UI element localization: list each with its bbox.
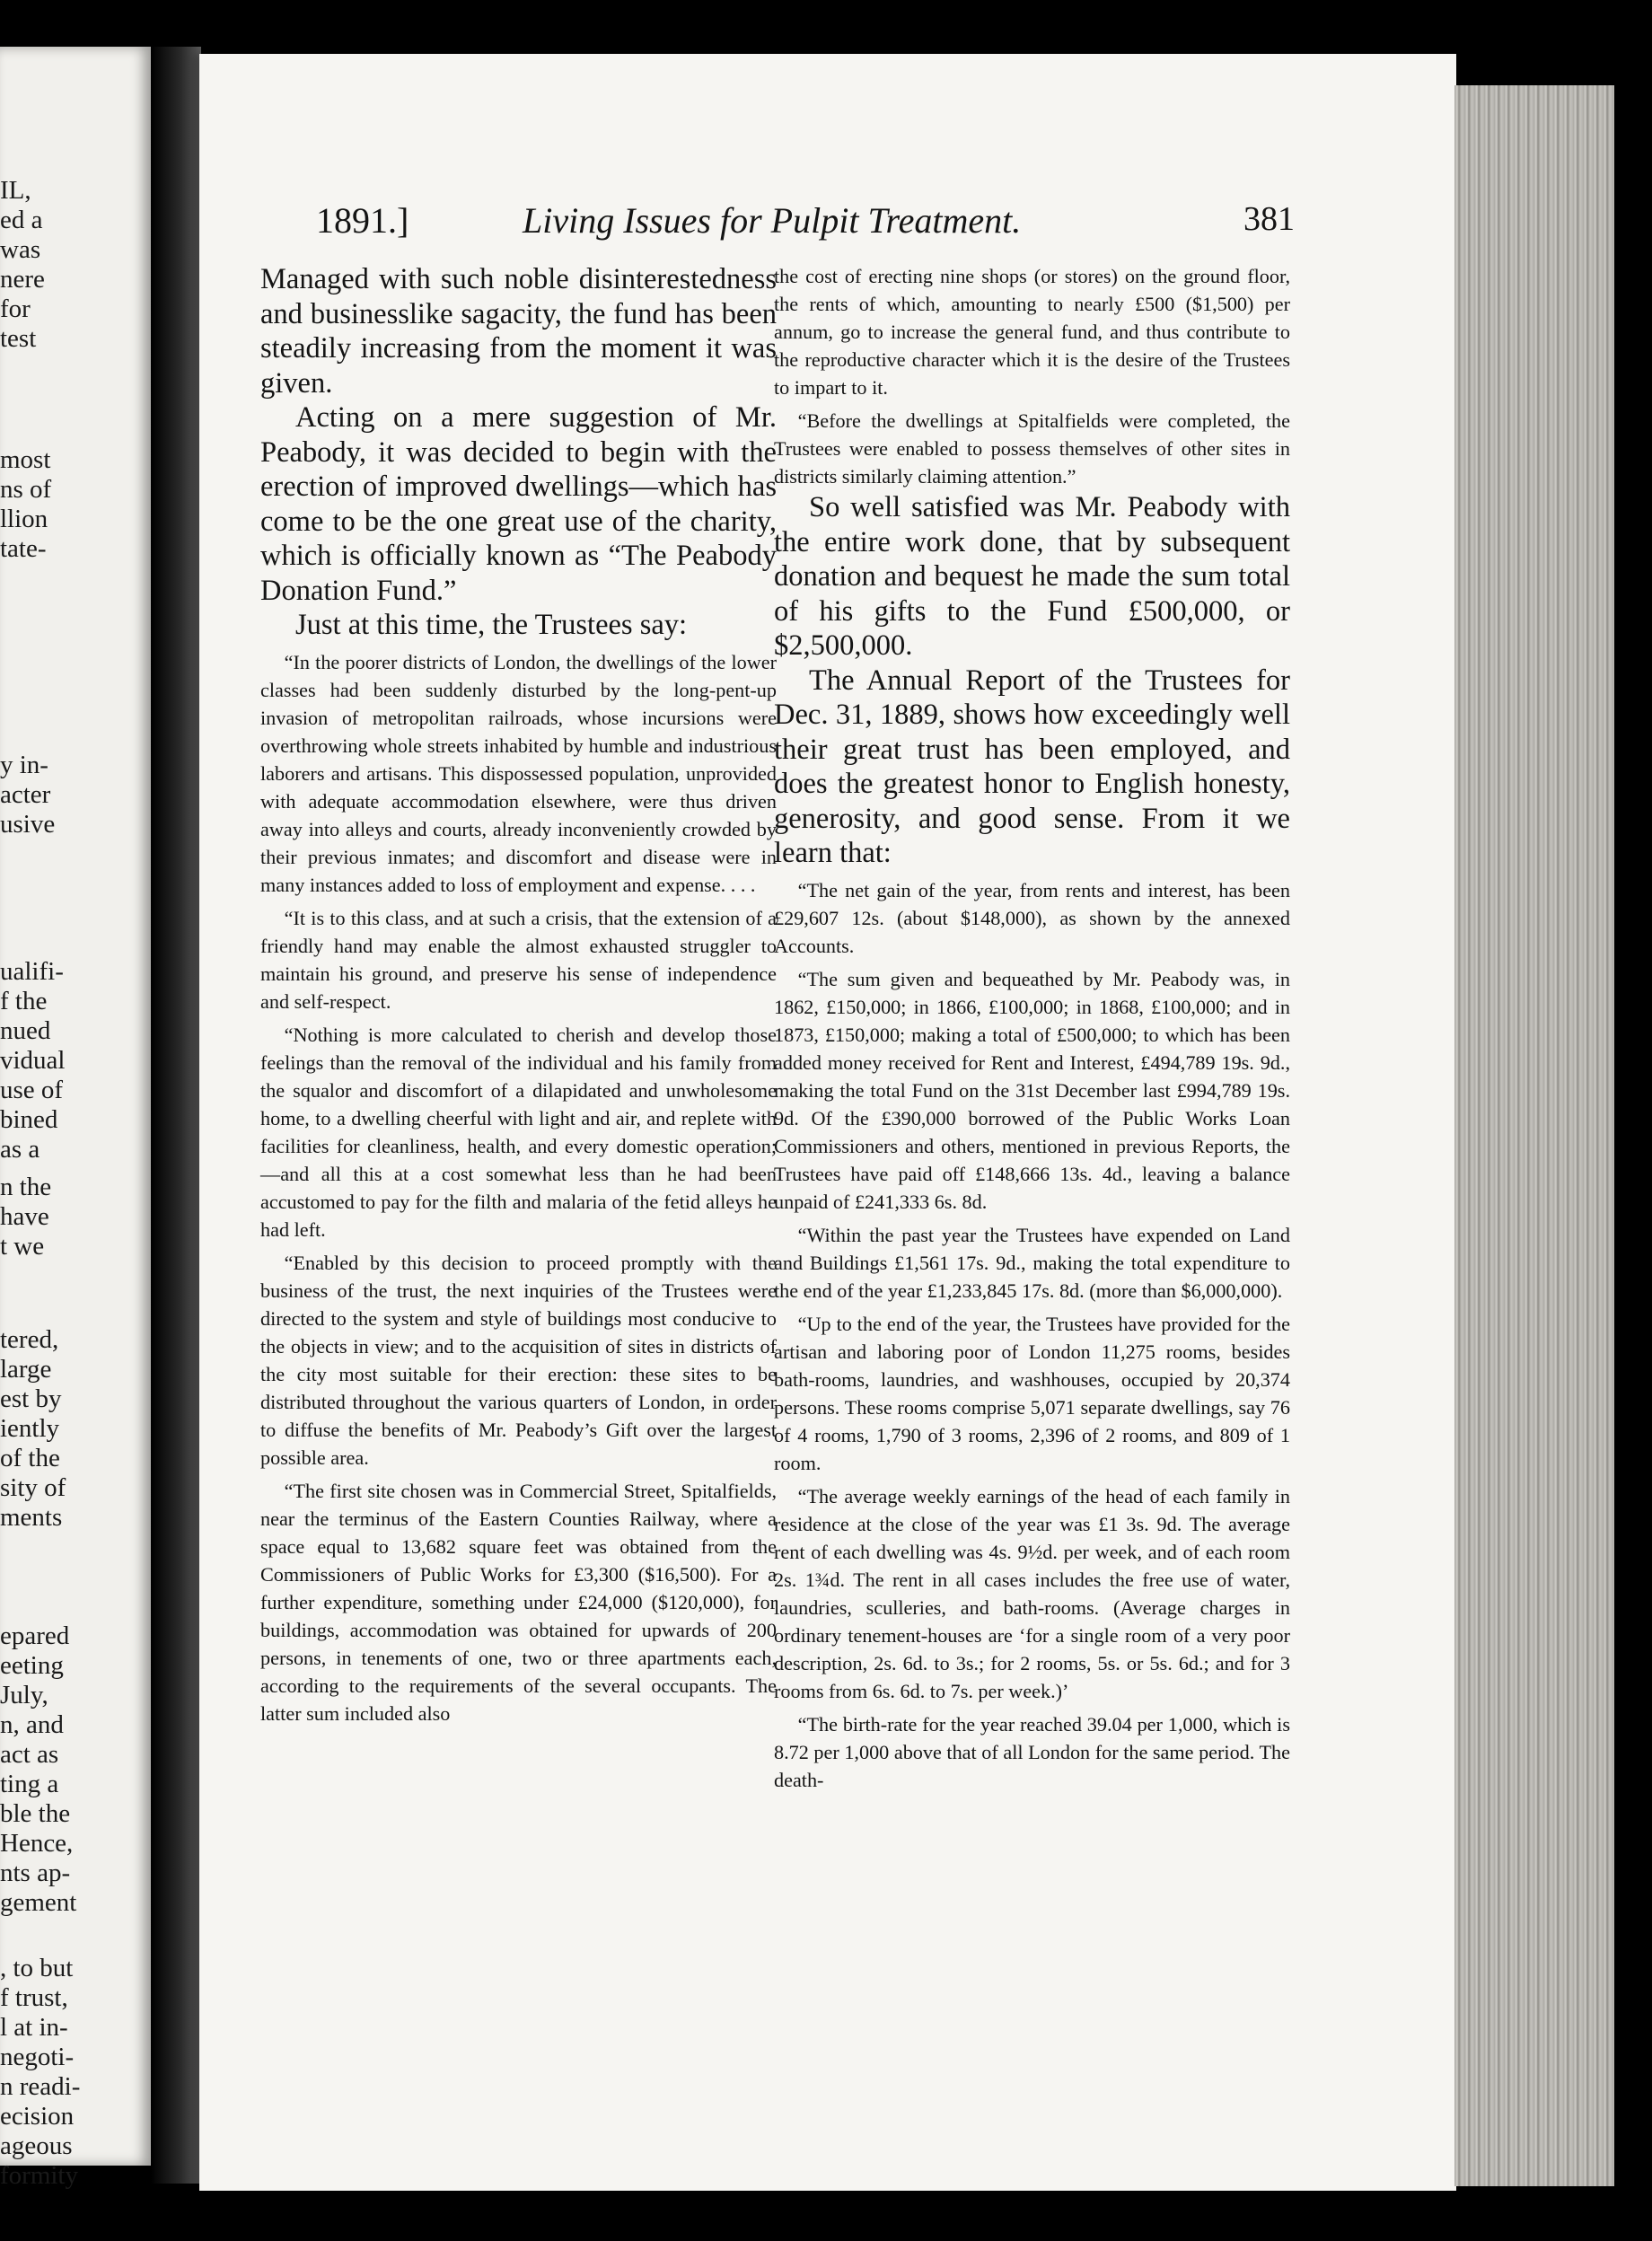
facing-page-fragment: acter xyxy=(0,780,51,809)
right-column xyxy=(774,262,1290,1794)
facing-page-fragment: July, xyxy=(0,1681,48,1709)
left-column xyxy=(260,262,777,1727)
facing-page-fragment: ualifi- xyxy=(0,957,64,986)
right-column-paragraph: “The net gain of the year, from rents and interest, has been £29,607 12s. (about $148,000), as shown by the annexed Accounts. xyxy=(774,878,1290,957)
page-block-edge xyxy=(1454,85,1614,2186)
facing-page-fragment: was xyxy=(0,235,41,264)
facing-page-fragment: eeting xyxy=(0,1651,64,1680)
facing-page-fragment: ecision xyxy=(0,2102,75,2131)
right-column-paragraph: “Before the dwellings at Spitalfields were completed, the Trustees were enabled to possess themselves of other sites in districts similarly claiming attention.” xyxy=(774,409,1290,488)
facing-page-fragment: f the xyxy=(0,987,48,1015)
facing-page-fragment: est by xyxy=(0,1384,62,1413)
facing-page-fragment: n the xyxy=(0,1173,52,1201)
left-column-paragraph: “Nothing is more calculated to cherish and develop those feelings than the removal of the individual and his family from the squalor and discomfort of a dilapidated and unwholesome home, to a dwelling cheerful with light and air, and replete with facilities for cleanliness, health, and every domestic operation;—and all this at a cost somewhat less than he had been accustomed to pay for the filth and malaria of the fetid alleys he had left. xyxy=(260,1023,777,1241)
facing-page-fragment: t we xyxy=(0,1232,45,1261)
book-gutter xyxy=(151,47,201,2184)
right-column-paragraph: “Within the past year the Trustees have expended on Land and Buildings £1,561 17s. 9d., making the total expenditure to the end of the year £1,233,845 17s. 8d. (more than $6,000,000). xyxy=(774,1223,1290,1302)
facing-page-fragment: ble the xyxy=(0,1799,71,1828)
left-column-paragraph: “In the poorer districts of London, the dwellings of the lower classes had been suddenly disturbed by the long-pent-up invasion of metropolitan railroads, whose incursions were overthrowing whole streets inhabited by humble and industrious laborers and artisans. This dispossessed population, unprovided with adequate accommodation elsewhere, were thus driven away into alleys and courts, already inconveniently crowded by their previous inmates; and discomfort and disease were in many instances added to loss of employment and expense. . . . xyxy=(260,650,777,896)
right-column-paragraph: So well satisfied was Mr. Peabody with the entire work done, that by subsequent donation and bequest he made the sum total of his gifts to the Fund £500,000, or $2,500,000. xyxy=(774,491,1290,662)
facing-page-fragment: act as xyxy=(0,1740,59,1769)
facing-page-fragment: n, and xyxy=(0,1710,64,1739)
facing-page-fragment: sity of xyxy=(0,1473,66,1502)
facing-page-fragment: n readi- xyxy=(0,2072,81,2101)
facing-page-fragment: for xyxy=(0,294,31,323)
running-head-year: 1891.] xyxy=(316,200,409,241)
facing-page-fragment: epared xyxy=(0,1621,70,1650)
facing-page-fragment: most xyxy=(0,445,51,474)
facing-page-fragment: f trust, xyxy=(0,1983,68,2012)
left-column-paragraph: “Enabled by this decision to proceed promptly with the business of the trust, the next inquiries of the Trustees were directed to the system and style of buildings most conducive to the objects in view; and to the acquisition of sites in districts of the city most suitable for their erection: these sites to be distributed throughout the various quarters of London, in order to diffuse the benefits of Mr. Peabody’s Gift over the largest possible area. xyxy=(260,1251,777,1469)
facing-page-fragment: large xyxy=(0,1355,52,1384)
running-head xyxy=(316,199,1295,253)
facing-page-fragment: of the xyxy=(0,1444,60,1472)
facing-page-fragment: l at in- xyxy=(0,2013,68,2042)
right-column-paragraph: The Annual Report of the Trustees for Dec. 31, 1889, shows how exceedingly well their great trust has been employed, and does the greatest honor to English honesty, generosity, and good sense. From it we learn that: xyxy=(774,664,1290,869)
facing-page-fragment: vidual xyxy=(0,1046,66,1075)
facing-page-fragment: llion xyxy=(0,505,48,533)
facing-page-fragment: formity xyxy=(0,2161,78,2190)
facing-page-fragment: use of xyxy=(0,1076,64,1104)
right-column-paragraph: “The sum given and bequeathed by Mr. Peabody was, in 1862, £150,000; in 1866, £100,000; in 1868, £100,000; and in 1873, £150,000; making a total of £500,000; to which has been added money received for Rent and Interest, £494,789 19s. 9d., making the total Fund on the 31st December last £994,789 19s. 9d. Of the £390,000 borrowed of the Public Works Loan Commissioners and others, mentioned in previous Reports, the Trustees have paid off £148,666 13s. 4d., leaving a balance unpaid of £241,333 6s. 8d. xyxy=(774,967,1290,1213)
left-column-paragraph: “It is to this class, and at such a crisis, that the extension of a friendly hand may enable the almost exhausted struggler to maintain his ground, and preserve his sense of independence and self-respect. xyxy=(260,906,777,1013)
facing-page-fragment: negoti- xyxy=(0,2043,75,2071)
page-number: 381 xyxy=(1243,200,1295,238)
facing-page-fragment: have xyxy=(0,1202,49,1231)
facing-page-fragment: ments xyxy=(0,1503,63,1532)
left-column-paragraph: “The first site chosen was in Commercial Street, Spitalfields, near the terminus of the Eastern Counties Railway, where a space equal to 13,682 square feet was obtained from the Commissioners of Public Works for £3,300 ($16,500). For a further expenditure, something under £24,000 ($120,000), for buildings, accommodation was obtained for upwards of 200 persons, in tenements of one, two or three apartments each, according to the requirements of the several occupants. The latter sum included also xyxy=(260,1479,777,1725)
left-column-paragraph: Just at this time, the Trustees say: xyxy=(295,609,688,641)
right-column-paragraph: “Up to the end of the year, the Trustees have provided for the artisan and laboring poor of London 11,275 rooms, besides bath-rooms, laundries, and washhouses, occupied by 20,374 persons. These rooms comprise 5,071 separate dwellings, say 76 of 4 rooms, 1,790 of 3 rooms, 2,396 of 2 rooms, and 809 of 1 room. xyxy=(774,1312,1290,1474)
facing-page-fragment: y in- xyxy=(0,751,48,779)
facing-page-fragment: , to but xyxy=(0,1954,74,1982)
left-column-paragraph: Acting on a mere suggestion of Mr. Peabody, it was decided to begin with the erection of improved dwellings—which has come to be the one great use of the charity, which is officially known as “The Peabody Donation Fund.” xyxy=(260,401,777,607)
facing-page-fragment: iently xyxy=(0,1414,60,1443)
facing-page-fragment: tered, xyxy=(0,1325,59,1354)
facing-page-fragment: ageous xyxy=(0,2131,73,2160)
facing-page-fragment: tate- xyxy=(0,534,47,563)
left-column-paragraph: Managed with such noble disinterestedness and businesslike sagacity, the fund has been steadily increasing from the moment it was given. xyxy=(260,263,777,400)
facing-page-fragment: nts ap- xyxy=(0,1859,71,1887)
right-column-paragraph: the cost of erecting nine shops (or stores) on the ground floor, the rents of which, amounting to nearly £500 ($1,500) per annum, go to increase the general fund, and thus contribute to the reproductive character which it is the desire of the Trustees to impart to it. xyxy=(774,265,1290,399)
right-column-paragraph: “The average weekly earnings of the head of each family in residence at the close of the year was £1 3s. 9d. The average rent of each dwelling was 4s. 9½d. per week, and of each room 2s. 1¾d. The rent in all cases includes the free use of water, laundries, sculleries, and bath-rooms. (Average charges in ordinary tenement-houses are ‘for a single room of a very poor description, 2s. 6d. to 3s.; for 2 rooms, 5s. or 5s. 6d.; and for 3 rooms from 6s. 6d. to 7s. per week.)’ xyxy=(774,1484,1290,1702)
facing-page-fragment: ed a xyxy=(0,206,43,234)
facing-page-fragment: bined xyxy=(0,1105,58,1134)
facing-page-fragment: test xyxy=(0,324,37,353)
left-page-edge xyxy=(0,47,151,2190)
facing-page-fragment: gement xyxy=(0,1888,77,1917)
facing-page-fragment: nere xyxy=(0,265,45,294)
facing-page-fragment: usive xyxy=(0,810,56,839)
running-head-title: Living Issues for Pulpit Treatment. xyxy=(523,200,1022,241)
right-column-paragraph: “The birth-rate for the year reached 39.04 per 1,000, which is 8.72 per 1,000 above that of all London for the same period. The death- xyxy=(774,1712,1290,1791)
facing-page-fragment: ting a xyxy=(0,1770,59,1798)
facing-page-fragment: Hence, xyxy=(0,1829,74,1858)
facing-page-fragment: ns of xyxy=(0,475,52,504)
facing-page-fragment: IL, xyxy=(0,176,31,205)
facing-page-fragment: as a xyxy=(0,1135,40,1164)
facing-page-fragment: nued xyxy=(0,1016,51,1045)
